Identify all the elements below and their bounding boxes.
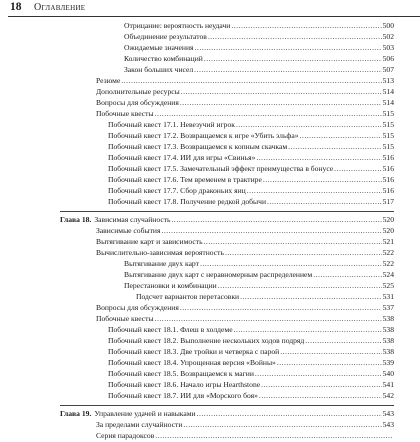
toc-entry-label: Побочный квест 18.7. ИИ для «Морского боя» <box>108 391 258 400</box>
toc-entry-page: 538 <box>382 347 394 356</box>
toc-entry-label: Зависимые события <box>96 226 161 235</box>
toc-entry-page: 525 <box>382 281 394 290</box>
toc-entry-label: Побочный квест 18.3. Две тройки и четверка с парой <box>108 347 280 356</box>
toc-entry-label: Управление удачей и навыками <box>94 409 196 418</box>
toc-entry-label: Объединение результатов <box>124 32 207 41</box>
toc-entry-label: Побочный квест 17.1. Невезучий игрок <box>108 120 235 129</box>
toc-entry-label: Вытягивание карт и зависимость <box>96 237 203 246</box>
toc-entry-page: 520 <box>382 226 394 235</box>
toc-entry-label: Побочный квест 18.6. Начало игры Hearthstone <box>108 380 261 389</box>
toc-entry-page: 521 <box>382 237 394 246</box>
toc-entry-label: Побочный квест 17.8. Получение редкой добычи <box>108 197 267 206</box>
toc-entry-page: 541 <box>382 380 394 389</box>
toc-entry-label: За пределами случайности <box>96 420 183 429</box>
toc-entry-page: 514 <box>382 98 394 107</box>
toc-entry-label: Дополнительные ресурсы <box>96 87 180 96</box>
toc-entry-page: 538 <box>382 325 394 334</box>
toc-entry <box>108 196 394 208</box>
toc-entry-label: Закон больших чисел <box>124 65 194 74</box>
toc-entry-label: Подсчет вариантов перетасовки <box>136 292 240 301</box>
toc-entry-label: Вопросы для обсуждения <box>96 98 179 107</box>
toc-entry-page: 514 <box>382 87 394 96</box>
toc-entry-page: 503 <box>382 43 394 52</box>
toc-entry-page: 507 <box>382 65 394 74</box>
toc-entry-page: 516 <box>382 153 394 162</box>
toc-entry-page: 500 <box>382 21 394 30</box>
toc-entry-label: Отрицание: вероятность неудачи <box>124 21 231 30</box>
running-title: Оглавление <box>34 2 86 13</box>
chapter-divider <box>60 405 394 406</box>
toc-entry-label: Побочный квест 17.4. ИИ для игры «Свинья» <box>108 153 256 162</box>
toc-entry-label: Ожидаемые значения <box>124 43 194 52</box>
header-rule <box>8 16 420 17</box>
toc-entry-page: 513 <box>382 76 394 85</box>
toc-entry-page: 516 <box>382 175 394 184</box>
toc-entry-label: Побочный квест 18.4. Упрощенная версия «Войны» <box>108 358 276 367</box>
toc-entry-page: 502 <box>382 32 394 41</box>
toc-entry-label: Вопросы для обсуждения <box>96 303 179 312</box>
toc-entry <box>108 390 394 402</box>
toc-entry-label: Побочный квест 17.3. Возвращаемся к копным скачкам <box>108 142 288 151</box>
toc-entry-page: 543 <box>382 420 394 429</box>
toc-entry-label: Побочный квест 17.6. Тем временем в трактире <box>108 175 262 184</box>
toc-entry-label: Побочный квест 18.2. Выполнение нескольких ходов подряд <box>108 336 305 345</box>
toc-entry-page: 515 <box>382 131 394 140</box>
toc-entry-page: 531 <box>382 292 394 301</box>
toc-entry-page: 537 <box>382 303 394 312</box>
toc-entry-page: 522 <box>382 259 394 268</box>
toc-leader-dots <box>155 430 393 442</box>
toc-entry-page: 515 <box>382 109 394 118</box>
toc-entry-page: 515 <box>382 120 394 129</box>
toc-entry-label: Перестановки и комбинации <box>124 281 217 290</box>
toc-entry-page: 516 <box>382 186 394 195</box>
toc-entry-label: Побочный квест 17.5. Замечательный эффект преимущества в бонусе <box>108 164 334 173</box>
toc-entry-label: Количество комбинаций <box>124 54 203 63</box>
page-header <box>0 0 420 18</box>
toc-entry-label: Серия парадоксов <box>96 431 155 440</box>
toc-entry-page: 543 <box>382 409 394 418</box>
toc-entry-label: Побочный квест 17.7. Сбор драконьих яиц <box>108 186 246 195</box>
toc-entry-page: 524 <box>382 270 394 279</box>
page-number: 18 <box>10 1 22 13</box>
toc-entry-label: Побочные квесты <box>96 314 154 323</box>
toc-entry-label: Вытягивание двух карт с неравномерным распределением <box>124 270 313 279</box>
toc-entry-page: 506 <box>382 54 394 63</box>
toc-entry-page: 520 <box>382 215 394 224</box>
toc-entry-label: Резюме <box>96 76 121 85</box>
toc-entry-label: Побочный квест 17.2. Возвращаемся к игре «Убить эльфа» <box>108 131 299 140</box>
toc-entry-page: 539 <box>382 358 394 367</box>
toc-leader-dots <box>259 390 382 402</box>
chapter-divider <box>60 211 394 212</box>
toc-entry-label: Вытягивание двух карт <box>124 259 199 268</box>
toc-entry-label: Побочные квесты <box>96 109 154 118</box>
toc-entry-label: Вычислительно-зависимая вероятность <box>96 248 224 257</box>
toc-entry-page: 538 <box>382 336 394 345</box>
toc-entry-page: 542 <box>382 391 394 400</box>
toc-entry-page: 516 <box>382 164 394 173</box>
chapter-number: Глава 19. <box>60 409 92 418</box>
toc-entry-page: 517 <box>382 197 394 206</box>
toc-entry-label: Побочный квест 18.5. Возвращаемся к магии <box>108 369 254 378</box>
chapter-number: Глава 18. <box>60 215 92 224</box>
toc-entry-label: Зависимая случайность <box>94 215 171 224</box>
toc-entry-page: 540 <box>382 369 394 378</box>
toc-entry-page: 522 <box>382 248 394 257</box>
toc-entry-label: Побочный квест 18.1. Флеш в холдеме <box>108 325 233 334</box>
toc-leader-dots <box>267 196 382 208</box>
toc-entry-page: 515 <box>382 142 394 151</box>
toc-entry-page: 538 <box>382 314 394 323</box>
toc-entry <box>96 430 394 442</box>
